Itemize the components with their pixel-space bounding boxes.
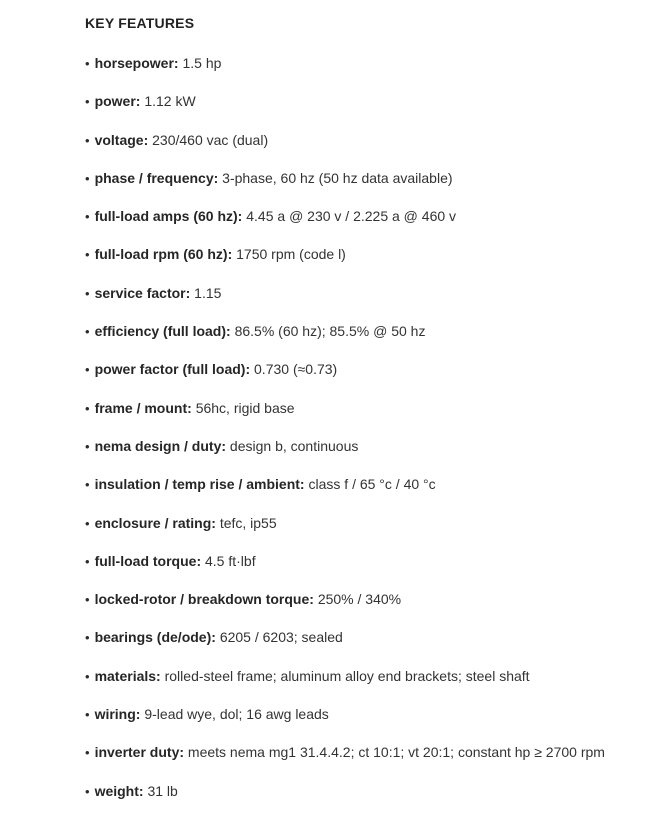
feature-value: rolled-steel frame; aluminum alloy end brackets; steel shaft [164, 667, 530, 684]
feature-value: 3-phase, 60 hz (50 hz data available) [222, 169, 453, 186]
feature-item-service-factor [85, 286, 648, 300]
feature-label: full-load rpm (60 hz): [94, 246, 233, 263]
feature-value: tefc, ip55 [219, 514, 277, 531]
bullet-icon: • [85, 209, 90, 225]
feature-label: nema design / duty: [94, 437, 227, 454]
feature-label: inverter duty: [94, 744, 185, 761]
feature-item-materials [85, 669, 648, 683]
feature-item-phase-frequency [85, 171, 648, 185]
feature-value: 86.5% (60 hz); 85.5% @ 50 hz [234, 323, 426, 340]
feature-item-locked-rotor-torque [85, 592, 648, 606]
bullet-icon: • [85, 247, 90, 263]
feature-item-insulation [85, 477, 648, 491]
feature-label: enclosure / rating: [94, 514, 216, 531]
bullet-icon: • [85, 362, 90, 378]
feature-value: 6205 / 6203; sealed [219, 629, 343, 646]
feature-value: 250% / 340% [317, 591, 402, 608]
feature-label: phase / frequency: [94, 169, 219, 186]
feature-value: 230/460 vac (dual) [152, 131, 269, 148]
bullet-icon: • [85, 745, 90, 761]
feature-label: weight: [94, 782, 144, 799]
feature-item-inverter-duty [85, 745, 648, 759]
feature-value: 1750 rpm (code l) [236, 246, 346, 263]
bullet-icon: • [85, 285, 90, 301]
feature-item-full-load-amps [85, 209, 648, 223]
feature-label: full-load amps (60 hz): [94, 208, 243, 225]
feature-value: 1.12 kW [144, 93, 196, 110]
feature-list [85, 56, 648, 798]
feature-value: 31 lb [147, 782, 178, 799]
feature-item-nema-design-duty [85, 439, 648, 453]
feature-value: 0.730 (≈0.73) [254, 361, 338, 378]
feature-label: frame / mount: [94, 399, 192, 416]
feature-item-bearings [85, 630, 648, 644]
feature-label: voltage: [94, 131, 149, 148]
feature-item-frame-mount [85, 401, 648, 415]
feature-value: 4.5 ft·lbf [205, 552, 256, 569]
feature-label: locked-rotor / breakdown torque: [94, 591, 314, 608]
bullet-icon: • [85, 630, 90, 646]
bullet-icon: • [85, 94, 90, 110]
bullet-icon: • [85, 515, 90, 531]
feature-value: 56hc, rigid base [195, 399, 295, 416]
feature-value: class f / 65 °c / 40 °c [308, 476, 436, 493]
bullet-icon: • [85, 400, 90, 416]
feature-item-full-load-torque [85, 554, 648, 568]
page-title: KEY FEATURES [85, 15, 195, 31]
feature-label: power: [94, 93, 141, 110]
feature-item-voltage [85, 133, 648, 147]
feature-label: horsepower: [94, 55, 179, 71]
feature-item-full-load-rpm [85, 247, 648, 261]
feature-value: 1.15 [194, 284, 222, 301]
bullet-icon: • [85, 170, 90, 186]
bullet-icon: • [85, 438, 90, 454]
feature-label: full-load torque: [94, 552, 202, 569]
feature-label: service factor: [94, 284, 191, 301]
feature-label: insulation / temp rise / ambient: [94, 476, 305, 493]
bullet-icon: • [85, 668, 90, 684]
bullet-icon: • [85, 783, 90, 799]
feature-value: 4.45 a @ 230 v / 2.225 a @ 460 v [246, 208, 457, 225]
feature-item-efficiency [85, 324, 648, 338]
feature-value: 1.5 hp [182, 55, 222, 71]
bullet-icon: • [85, 324, 90, 340]
feature-label: bearings (de/ode): [94, 629, 216, 646]
feature-item-enclosure-rating [85, 516, 648, 530]
feature-value: meets nema mg1 31.4.4.2; ct 10:1; vt 20:1; constant hp ≥ 2700 rpm [187, 744, 605, 761]
bullet-icon: • [85, 477, 90, 493]
feature-label: efficiency (full load): [94, 323, 231, 340]
feature-item-weight [85, 784, 648, 798]
bullet-icon: • [85, 132, 90, 148]
bullet-icon: • [85, 592, 90, 608]
feature-value: 9-lead wye, dol; 16 awg leads [144, 706, 329, 723]
feature-item-power-factor [85, 362, 648, 376]
feature-item-wiring [85, 707, 648, 721]
bullet-icon: • [85, 553, 90, 569]
bullet-icon: • [85, 56, 90, 71]
feature-item-horsepower [85, 56, 648, 70]
bullet-icon: • [85, 707, 90, 723]
feature-item-power [85, 94, 648, 108]
feature-label: materials: [94, 667, 161, 684]
feature-label: power factor (full load): [94, 361, 251, 378]
feature-value: design b, continuous [229, 437, 359, 454]
feature-label: wiring: [94, 706, 141, 723]
